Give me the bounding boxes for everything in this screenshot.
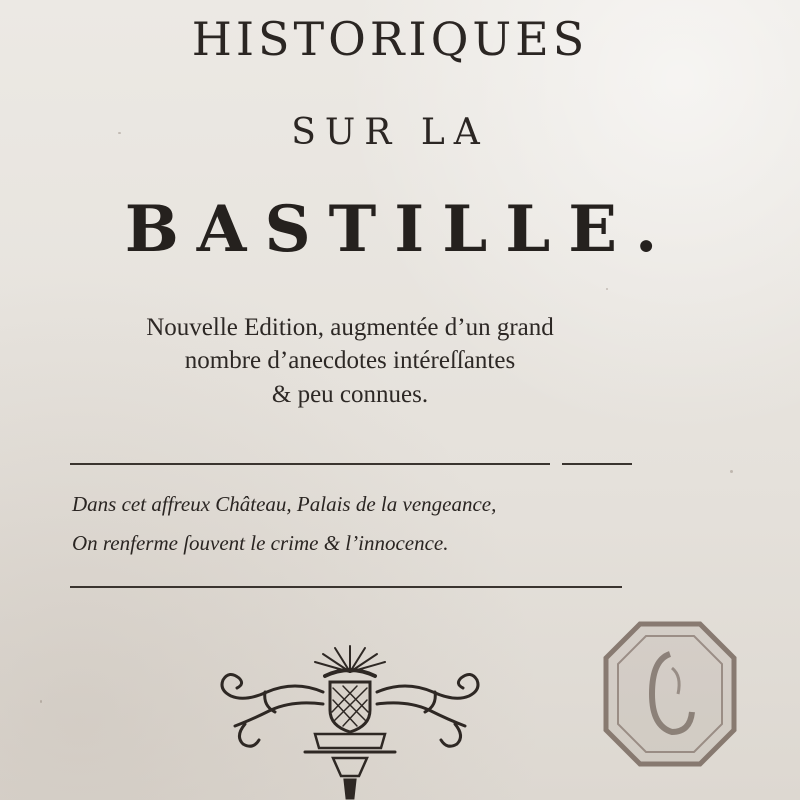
paper-speck: [730, 470, 733, 473]
bottom-divider-rule: [70, 586, 622, 588]
edition-line-3: & peu connues.: [271, 381, 429, 408]
paper-speck: [118, 132, 121, 134]
edition-line-1: Nouvelle Edition, augmentée d’un grand: [146, 314, 554, 341]
title-line-sur-la: SUR LA: [291, 112, 489, 153]
octagonal-library-stamp-icon: [602, 620, 738, 768]
epigraph-line-1: Dans cet affreux Château, Palais de la vengeance,: [72, 492, 497, 516]
top-divider-rule-short: [562, 463, 632, 465]
edition-line-2: nombre d’anecdotes intéreſſantes: [184, 347, 516, 374]
paper-speck: [606, 288, 608, 290]
title-line-bastille: BASTILLE.: [124, 192, 676, 267]
crowned-shield-vignette-icon: [205, 630, 495, 800]
paper-speck: [40, 700, 42, 703]
top-divider-rule: [70, 463, 550, 465]
title-line-historiques: HISTORIQUES: [191, 12, 589, 66]
epigraph-line-2: On renferme ſouvent le crime & l’innocence.: [72, 531, 449, 555]
